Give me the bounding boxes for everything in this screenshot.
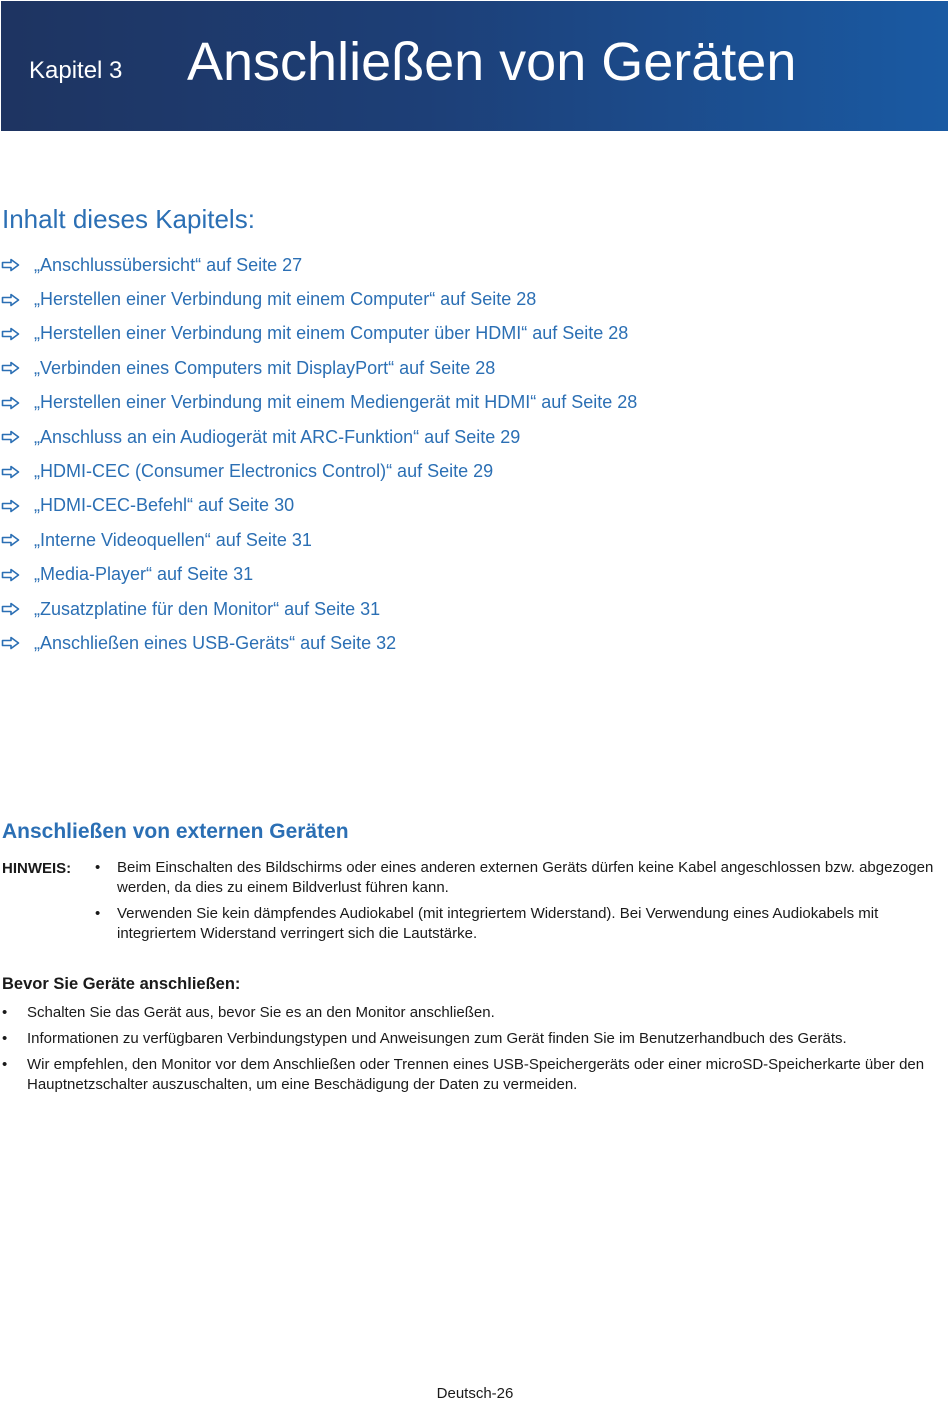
bullet: • bbox=[2, 1056, 8, 1073]
before-text: Schalten Sie das Gerät aus, bevor Sie es an den Monitor anschließen. bbox=[27, 1004, 495, 1021]
toc-list bbox=[0, 248, 637, 661]
before-item bbox=[2, 1055, 942, 1095]
toc-link-text: „Interne Videoquellen“ auf Seite 31 bbox=[34, 529, 312, 550]
before-item bbox=[2, 1029, 942, 1049]
arrow-right-outline-icon bbox=[1, 396, 21, 410]
before-text: Informationen zu verfügbaren Verbindungstypen und Anweisungen zum Gerät finden Sie im Benutzerhandbuch des Geräts. bbox=[27, 1030, 847, 1047]
toc-link-text: „Zusatzplatine für den Monitor“ auf Seite 31 bbox=[34, 598, 381, 619]
arrow-right-outline-icon bbox=[1, 465, 21, 479]
page-number: Deutsch-26 bbox=[436, 1385, 514, 1402]
arrow-right-outline-icon bbox=[1, 533, 21, 547]
arrow-right-outline-icon bbox=[1, 636, 21, 650]
toc-link-text: „Anschließen eines USB-Geräts“ auf Seite 32 bbox=[34, 632, 397, 653]
toc-link-text: „Anschlussübersicht“ auf Seite 27 bbox=[34, 254, 303, 275]
toc-link[interactable] bbox=[0, 454, 637, 488]
toc-link[interactable] bbox=[0, 317, 637, 351]
bullet: • bbox=[2, 1030, 8, 1047]
note-item bbox=[95, 904, 945, 944]
toc-link-text: „Verbinden eines Computers mit DisplayPort“ auf Seite 28 bbox=[34, 357, 496, 378]
toc-link-text: „Herstellen einer Verbindung mit einem Computer“ auf Seite 28 bbox=[34, 289, 537, 310]
toc-link[interactable] bbox=[0, 248, 637, 282]
bullet: • bbox=[2, 1004, 8, 1021]
arrow-right-outline-icon bbox=[1, 499, 21, 513]
arrow-right-outline-icon bbox=[1, 258, 21, 272]
toc-link-text: „Media-Player“ auf Seite 31 bbox=[34, 564, 254, 585]
toc-link[interactable] bbox=[0, 351, 637, 385]
toc-link[interactable] bbox=[0, 558, 637, 592]
toc-link[interactable] bbox=[0, 626, 637, 660]
toc-link[interactable] bbox=[0, 592, 637, 626]
toc-link[interactable] bbox=[0, 420, 637, 454]
arrow-right-outline-icon bbox=[1, 568, 21, 582]
before-heading: Bevor Sie Geräte anschließen: bbox=[2, 975, 241, 993]
bullet: • bbox=[95, 905, 101, 922]
toc-heading: Inhalt dieses Kapitels: bbox=[2, 204, 255, 234]
note-text: Verwenden Sie kein dämpfendes Audiokabel (mit integriertem Widerstand). Bei Verwendung eines Audiokabels mit integriertem Widerstand verringert sich die Lautstärke. bbox=[117, 905, 879, 942]
chapter-title: Anschließen von Geräten bbox=[187, 32, 797, 92]
toc-link-text: „Herstellen einer Verbindung mit einem Computer über HDMI“ auf Seite 28 bbox=[34, 323, 629, 344]
toc-link-text: „Anschluss an ein Audiogerät mit ARC-Funktion“ auf Seite 29 bbox=[34, 426, 521, 447]
note-text: Beim Einschalten des Bildschirms oder eines anderen externen Geräts dürfen keine Kabel angeschlossen bzw. abgezogen werden, da dies zu einem Bildverlust führen kann. bbox=[117, 859, 934, 896]
arrow-right-outline-icon bbox=[1, 327, 21, 341]
toc-link-text: „Herstellen einer Verbindung mit einem Mediengerät mit HDMI“ auf Seite 28 bbox=[34, 392, 638, 413]
toc-link-text: „HDMI-CEC-Befehl“ auf Seite 30 bbox=[34, 495, 295, 516]
note-label: HINWEIS: bbox=[2, 860, 72, 877]
chapter-label: Kapitel 3 bbox=[29, 57, 123, 84]
note-list bbox=[95, 858, 945, 950]
toc-link[interactable] bbox=[0, 523, 637, 557]
before-item bbox=[2, 1003, 942, 1023]
toc-link[interactable] bbox=[0, 386, 637, 420]
arrow-right-outline-icon bbox=[1, 293, 21, 307]
before-list bbox=[2, 1003, 942, 1101]
chapter-header bbox=[1, 1, 948, 131]
section-heading: Anschließen von externen Geräten bbox=[2, 820, 349, 843]
toc-link[interactable] bbox=[0, 489, 637, 523]
arrow-right-outline-icon bbox=[1, 361, 21, 375]
toc-link[interactable] bbox=[0, 282, 637, 316]
arrow-right-outline-icon bbox=[1, 430, 21, 444]
note-item bbox=[95, 858, 945, 898]
bullet: • bbox=[95, 859, 101, 876]
toc-link-text: „HDMI-CEC (Consumer Electronics Control)“ auf Seite 29 bbox=[34, 461, 494, 482]
before-text: Wir empfehlen, den Monitor vor dem Anschließen oder Trennen eines USB-Speichergeräts oder einer microSD-Speicherkarte über den Hauptnetzschalter auszuschalten, um eine Beschädigung der Daten zu vermeiden. bbox=[27, 1056, 925, 1093]
arrow-right-outline-icon bbox=[1, 602, 21, 616]
